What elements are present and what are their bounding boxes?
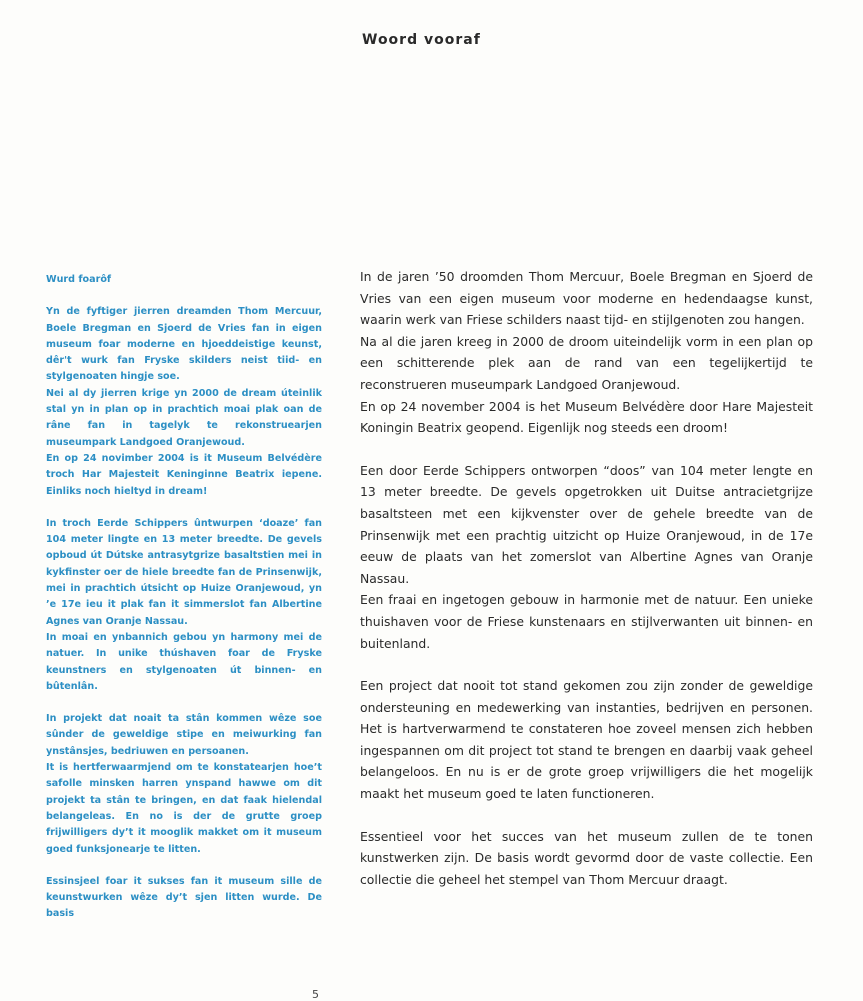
dutch-paragraph [360,826,813,891]
frisian-line: In projekt dat noait ta stân kommen wêze soe sûnder de geweldige stipe en meiwurking fan ynstânsjes, bedriuwen en persoanen. [46,713,322,757]
frisian-line: Nei al dy jierren krige yn 2000 de dream úteinlik stal yn in plan op in prachtich moai plak oan de râne fan in tagelyk te rekonstruearjen museumpark Landgoed Oranjewoud. [46,387,322,448]
page-title: Woord vooraf [362,32,481,48]
frisian-line: Essinsjeel foar it sukses fan it museum sille de keunstwurken wêze dy’t sjen litten wurde. De basis [46,875,322,920]
dutch-line: Na al die jaren kreeg in 2000 de droom uiteindelijk vorm in een plan op een schitterende plek aan de rand van een tegelijkertijd te reconstrueren museumpark Landgoed Oranjewoud. [360,333,813,392]
frisian-line: Yn de fyftiger jierren dreamden Thom Mercuur, Boele Bregman en Sjoerd de Vries fan in eigen museum foar moderne en hjoeddeistige keunst, dêr't wurk fan Fryske skilders neist tiid- en stylgenoaten hingje soe. [46,306,322,383]
dutch-line: Een door Eerde Schippers ontworpen “doos” van 104 meter lengte en 13 meter breedte. De gevels opgetrokken uit Duitse antracietgrijze basaltsteen met een kijkvenster over de gehele breedte van de Prinsenwijk met een prachtig uitzicht op Huize Oranjewoud, in de 17e eeuw de plaats van het zomerslot van Albertine Agnes van Oranje Nassau. [360,462,813,586]
dutch-line: In de jaren ’50 droomden Thom Mercuur, Boele Bregman en Sjoerd de Vries van een eigen museum voor moderne en hedendaagse kunst, waarin werk van Friese schilders naast tijd- en stijlgenoten zou hangen. [360,269,813,328]
dutch-column [360,266,813,911]
frisian-paragraph [46,711,322,858]
dutch-paragraph [360,460,813,654]
frisian-column [46,272,322,939]
frisian-line: It is hertferwaarmjend om te konstatearjen hoe’t safolle minsken harren ynspand hawwe om dit projekt ta stân te bringen, en dat faak hielendal belangeleas. En no is der de grutte groep frijwilligers dy’t it mooglik makket om it museum goed funksjonearje te litten. [46,762,322,855]
frisian-paragraph [46,516,322,695]
frisian-paragraph [46,874,322,923]
frisian-line: En op 24 novimber 2004 is it Museum Belvédère troch Har Majesteit Keninginne Beatrix iepene. Einliks noch hieltyd in dream! [46,452,322,497]
dutch-line: Een fraai en ingetogen gebouw in harmonie met de natuur. Een unieke thuishaven voor de Friese kunstenaars en stijlverwanten uit binnen- en buitenland. [360,592,813,651]
frisian-line: In moai en ynbannich gebou yn harmony mei de natuer. In unike thúshaven foar de Fryske keunstners en stylgenoaten út binnen- en bûtenlân. [46,631,322,692]
frisian-line: In troch Eerde Schippers ûntwurpen ‘doaze’ fan 104 meter lingte en 13 meter breedte. De gevels opboud út Dútske antrasytgrize basaltstien mei in kykfinster oer de hiele breedte fan de Prinsenwijk, mei in prachtich útsicht op Huize Oranjewoud, yn ’e 17e ieu it plak fan it simmerslot fan Albertine Agnes van Oranje Nassau. [46,517,322,627]
frisian-heading: Wurd foarôf [46,274,112,285]
dutch-paragraph [360,675,813,805]
dutch-line: En op 24 november 2004 is het Museum Belvédère door Hare Majesteit Koningin Beatrix geopend. Eigenlijk nog steeds een droom! [360,398,813,436]
frisian-paragraph [46,304,322,500]
dutch-line: Essentieel voor het succes van het museum zullen de te tonen kunstwerken zijn. De basis wordt gevormd door de vaste collectie. Een collectie die geheel het stempel van Thom Mercuur draagt. [360,828,813,887]
page-number: 5 [312,988,319,1001]
dutch-line: Een project dat nooit tot stand gekomen zou zijn zonder de geweldige ondersteuning en medewerking van instanties, bedrijven en personen. Het is hartverwarmend te constateren hoe zoveel mensen zich hebben ingespannen om dit project tot stand te brengen en daarbij vaak geheel belangeloos. En nu is er de grote groep vrijwilligers die het mogelijk maakt het museum goed te laten functioneren. [360,678,813,802]
dutch-paragraph [360,266,813,439]
